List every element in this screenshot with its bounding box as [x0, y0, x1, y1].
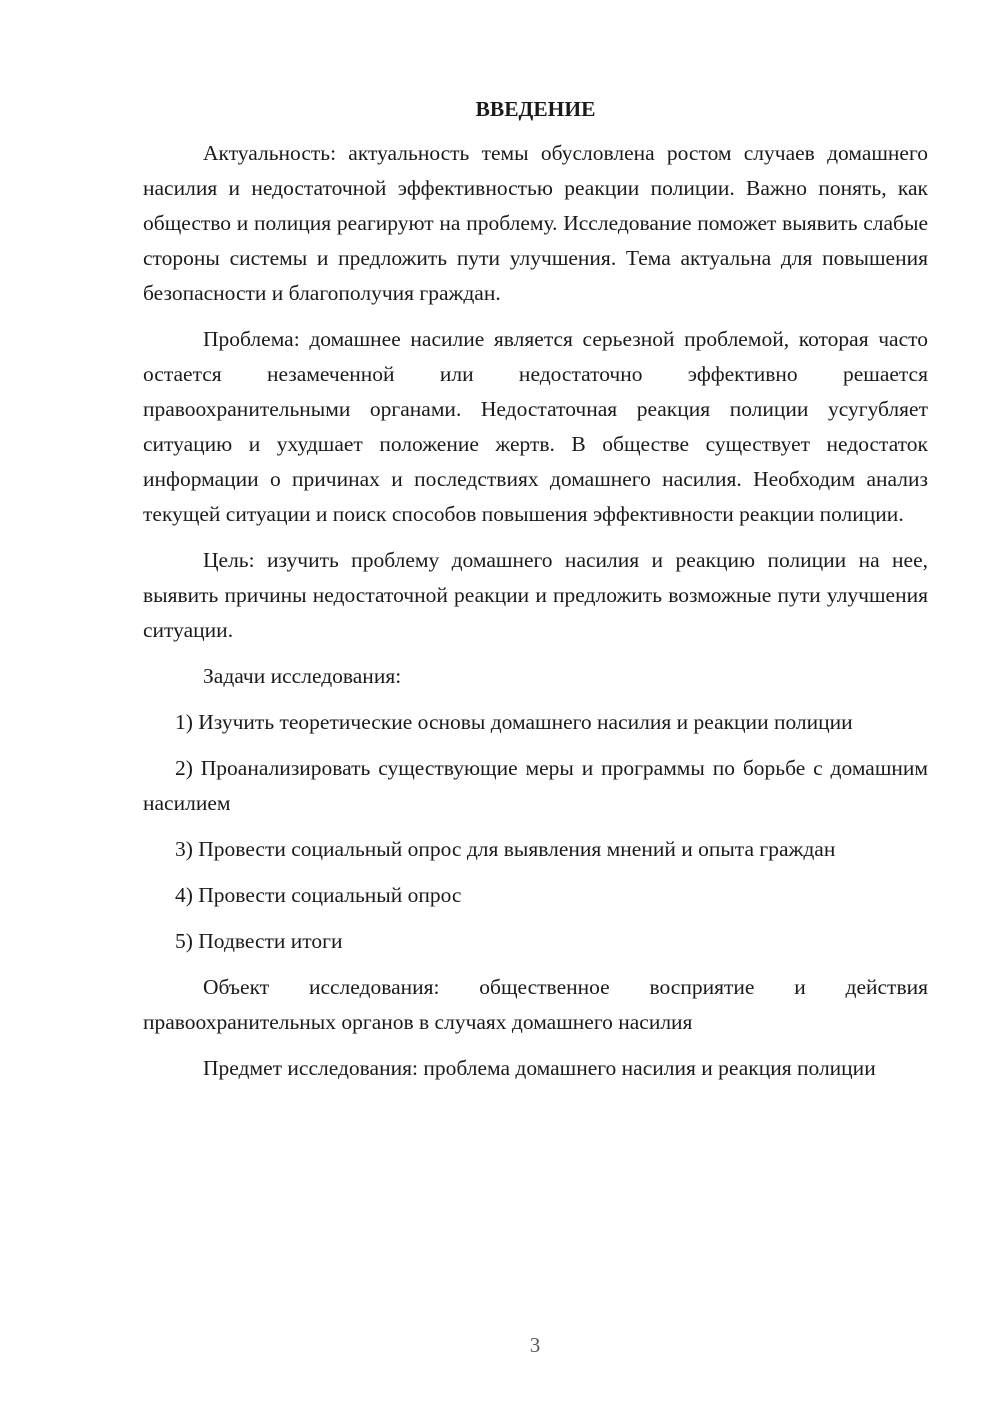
document-body: [143, 92, 928, 1097]
research-object-paragraph: Объект исследования: общественное восприятие и действия правоохранительных органов в случаях домашнего насилия: [143, 975, 928, 1034]
problem-paragraph: Проблема: домашнее насилие является серьезной проблемой, которая часто остается незамеченной или недостаточно эффективно решается правоохранительными органами. Недостаточная реакция полиции усугубляет ситуацию и ухудшает положение жертв. В обществе существует недостаток информации о причинах и последствиях домашнего насилия. Необходим анализ текущей ситуации и поиск способов повышения эффективности реакции полиции.: [143, 327, 928, 526]
task-item-3: 3) Провести социальный опрос для выявления мнений и опыта граждан: [175, 837, 836, 861]
task-item-2: 2) Проанализировать существующие меры и программы по борьбе с домашним насилием: [143, 756, 928, 815]
research-subject-paragraph: Предмет исследования: проблема домашнего насилия и реакция полиции: [203, 1056, 876, 1080]
goal-paragraph: Цель: изучить проблему домашнего насилия и реакцию полиции на нее, выявить причины недостаточной реакции и предложить возможные пути улучшения ситуации.: [143, 548, 928, 642]
tasks-intro: Задачи исследования:: [203, 664, 402, 688]
task-item-5: 5) Подвести итоги: [175, 929, 343, 953]
section-heading: ВВЕДЕНИЕ: [475, 97, 596, 121]
task-item-4: 4) Провести социальный опрос: [175, 883, 462, 907]
task-item-1: 1) Изучить теоретические основы домашнего насилия и реакции полиции: [175, 710, 853, 734]
page-number: 3: [529, 1333, 541, 1357]
tasks-list: [143, 705, 928, 959]
relevance-paragraph: Актуальность: актуальность темы обусловлена ростом случаев домашнего насилия и недостаточной эффективностью реакции полиции. Важно понять, как общество и полиция реагируют на проблему. Исследование поможет выявить слабые стороны системы и предложить пути улучшения. Тема актуальна для повышения безопасности и благополучия граждан.: [143, 141, 928, 305]
